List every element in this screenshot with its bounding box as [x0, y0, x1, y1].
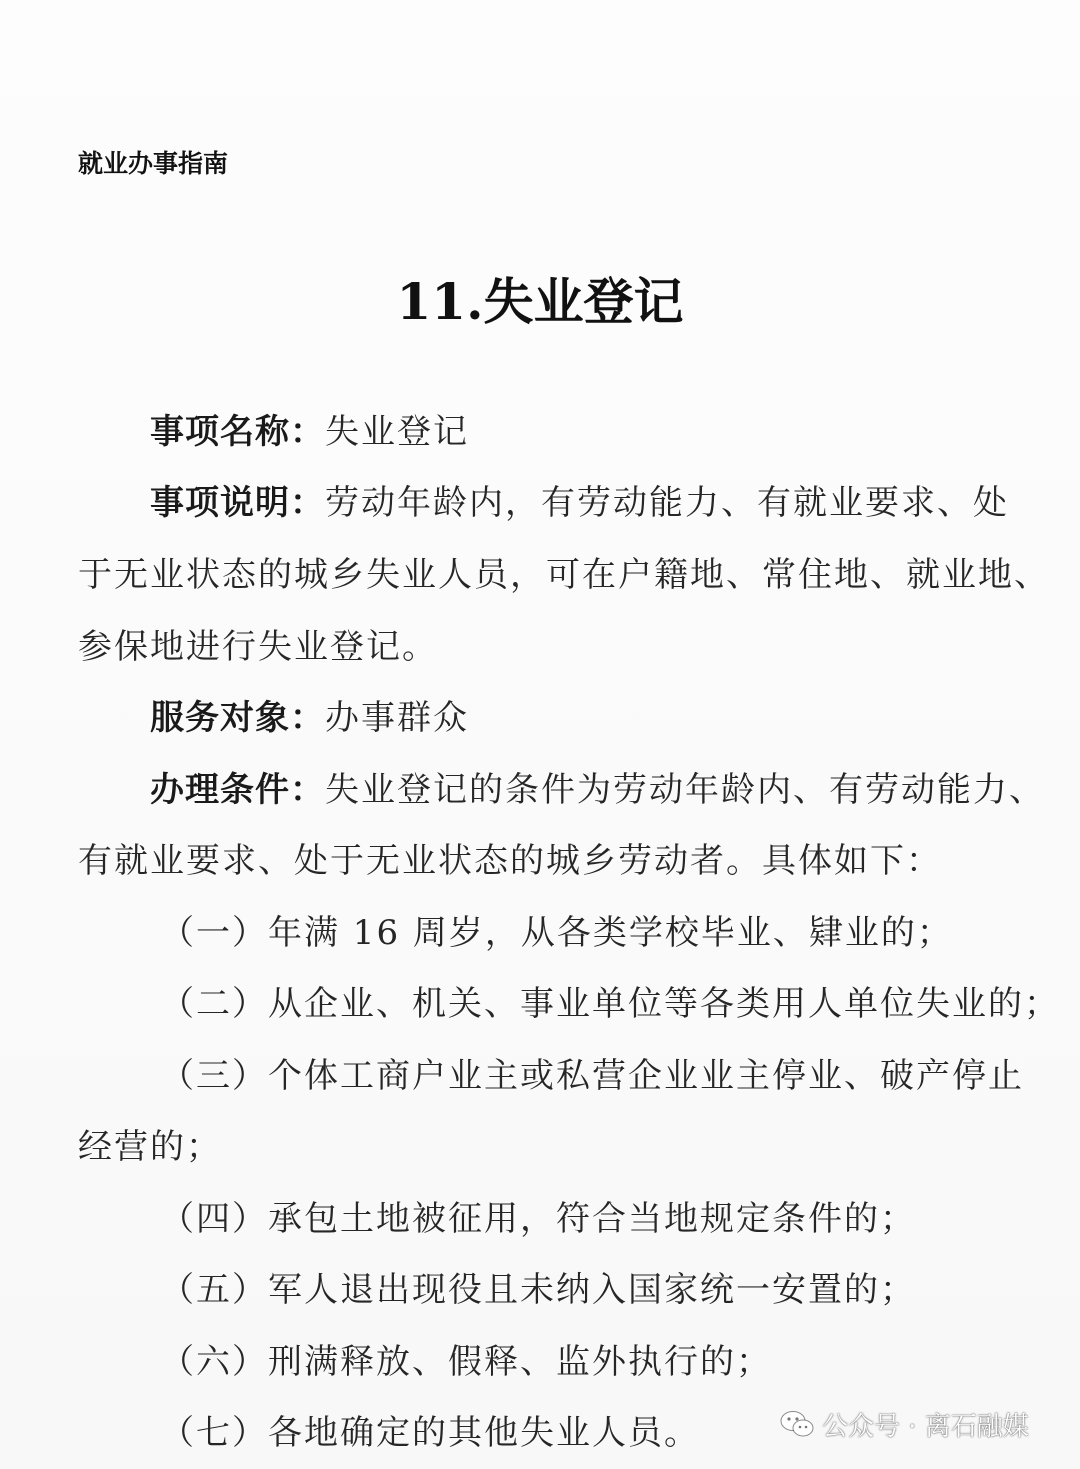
conditions-row — [150, 770, 1080, 810]
item-desc-row — [150, 483, 1080, 523]
item-name-label: 事项名称： — [150, 412, 325, 452]
item-desc-line3: 参保地进行失业登记。 — [78, 627, 438, 667]
conditions-line1: 失业登记的条件为劳动年龄内、有劳动能力、 — [325, 770, 1045, 810]
condition-item-6: （六）刑满释放、假释、监外执行的； — [160, 1342, 772, 1382]
service-target-row — [150, 698, 1080, 738]
conditions-label: 办理条件： — [150, 770, 325, 810]
wechat-watermark — [780, 1406, 1029, 1442]
condition-item-4: （四）承包土地被征用，符合当地规定条件的； — [160, 1199, 916, 1239]
condition-item-1: （一）年满 16 周岁，从各类学校毕业、肄业的； — [160, 913, 953, 953]
item-name-row — [150, 412, 1080, 452]
condition-item-3: （三）个体工商户业主或私营企业业主停业、破产停止 — [160, 1056, 1024, 1096]
item-desc-line2: 于无业状态的城乡失业人员，可在户籍地、常住地、就业地、 — [78, 555, 1050, 595]
document-title: 11.失业登记 — [396, 272, 684, 331]
condition-item-7: （七）各地确定的其他失业人员。 — [160, 1413, 700, 1453]
item-desc-label: 事项说明： — [150, 483, 325, 523]
condition-item-2: （二）从企业、机关、事业单位等各类用人单位失业的； — [160, 984, 1060, 1024]
conditions-line2: 有就业要求、处于无业状态的城乡劳动者。具体如下： — [78, 841, 942, 881]
document-header: 就业办事指南 — [78, 149, 229, 178]
service-target-label: 服务对象： — [150, 698, 325, 738]
condition-item-5: （五）军人退出现役且未纳入国家统一安置的； — [160, 1270, 916, 1310]
item-desc-line1: 劳动年龄内，有劳动能力、有就业要求、处 — [325, 483, 1009, 523]
item-name-value: 失业登记 — [325, 412, 469, 452]
wechat-icon — [780, 1410, 814, 1438]
service-target-value: 办事群众 — [325, 698, 469, 738]
watermark-text: 公众号 · 离石融媒 — [822, 1411, 1029, 1442]
condition-item-3-cont: 经营的； — [78, 1127, 222, 1167]
